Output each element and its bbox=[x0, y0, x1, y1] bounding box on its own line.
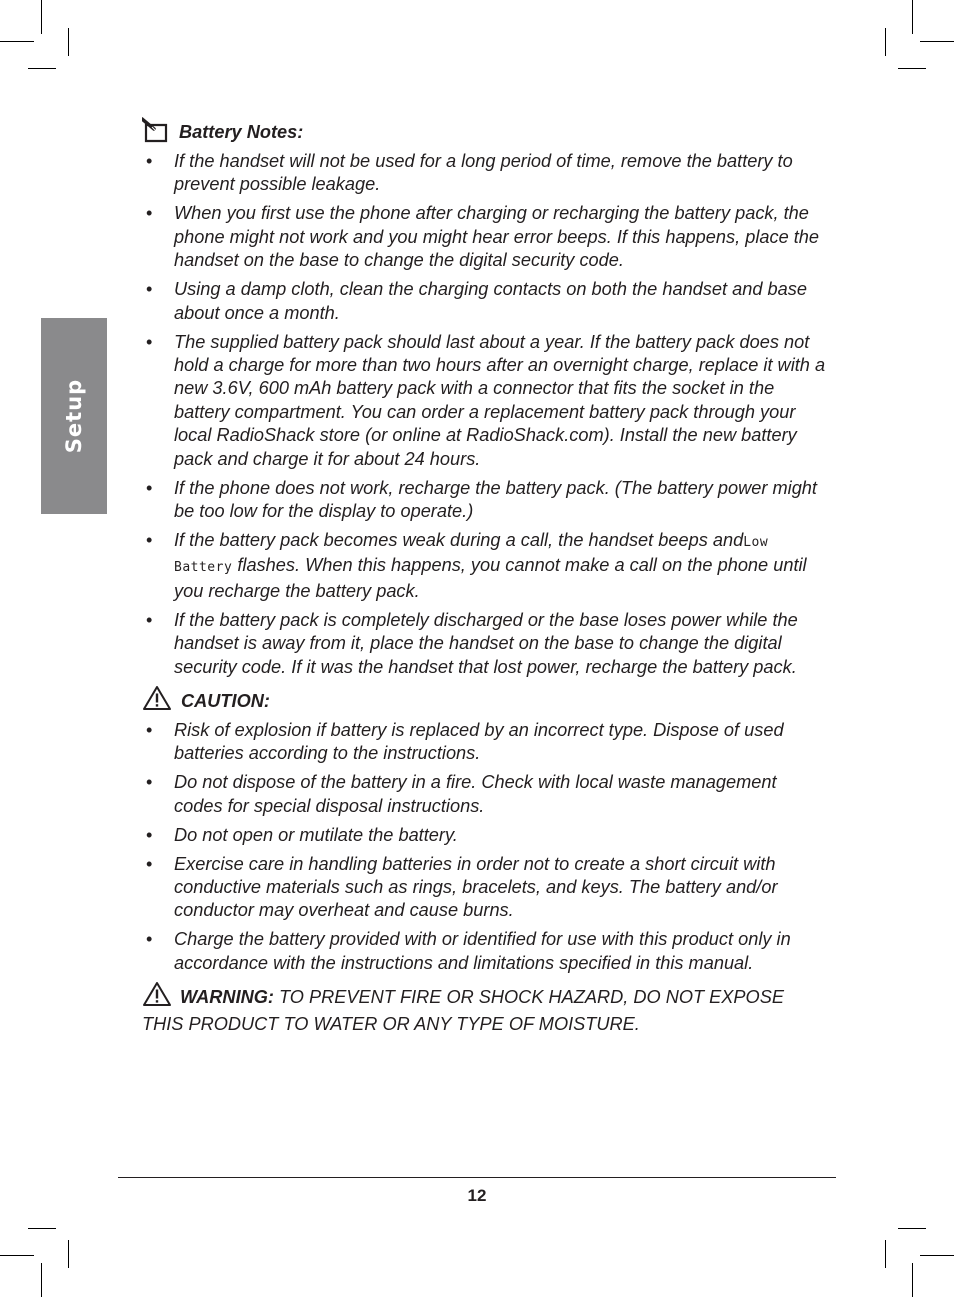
list-item bbox=[142, 278, 830, 325]
bullet: • bbox=[146, 530, 153, 551]
bullet: • bbox=[146, 609, 153, 630]
page-content bbox=[142, 116, 830, 1037]
warning-text: TO PREVENT FIRE OR SHOCK HAZARD, DO NOT EXPOSE THIS PRODUCT TO WATER OR ANY TYPE OF MOISTURE. bbox=[142, 986, 784, 1035]
bullet: • bbox=[146, 772, 153, 793]
crop-mark bbox=[41, 0, 42, 34]
bullet: • bbox=[146, 203, 153, 224]
footer-rule bbox=[118, 1177, 836, 1178]
section-tab bbox=[41, 318, 107, 514]
list-item bbox=[142, 824, 830, 847]
list-item-text: flashes. When this happens, you cannot make a call on the phone until you recharge the battery pack. bbox=[174, 555, 807, 601]
list-item-text: Do not open or mutilate the battery. bbox=[174, 824, 458, 845]
list-item bbox=[142, 202, 830, 272]
crop-mark bbox=[920, 41, 954, 42]
crop-mark bbox=[0, 41, 34, 42]
page-number: 12 bbox=[467, 1186, 487, 1205]
caution-title: CAUTION: bbox=[181, 690, 270, 711]
battery-notes-title: Battery Notes: bbox=[179, 122, 304, 143]
crop-mark bbox=[912, 0, 913, 34]
list-item-text: If the battery pack becomes weak during a call, the handset beeps and bbox=[174, 530, 744, 551]
list-item-text: If the battery pack is completely discharged or the base loses power while the handset is away from it, place the handset on the base to change the digital security code. If it was the handset that lost power, recharge the battery pack. bbox=[174, 609, 798, 677]
list-item-text: If the handset will not be used for a long period of time, remove the battery to prevent possible leakage. bbox=[174, 151, 793, 195]
list-item-text: The supplied battery pack should last about a year. If the battery pack does not hold a charge for more than two hours after an overnight charge, replace it with a new 3.6V, 600 mAh battery pack with a connector that fits the socket in the battery compartment. You can order a replacement battery pack through your local RadioShack store (or online at RadioShack.com). Install the new battery pack and charge it for about 24 hours. bbox=[174, 331, 826, 469]
battery-notes-list bbox=[142, 150, 830, 679]
list-item bbox=[142, 150, 830, 197]
crop-mark bbox=[912, 1263, 913, 1297]
crop-mark bbox=[885, 28, 886, 56]
section-tab-label: Setup bbox=[62, 378, 86, 454]
display-text-low-battery: Low Battery bbox=[174, 535, 769, 576]
crop-mark bbox=[898, 1228, 926, 1229]
crop-mark bbox=[28, 1228, 56, 1229]
list-item-text: When you first use the phone after charging or recharging the battery pack, the phone might not work and you might hear error beeps. If this happens, place the handset on the base to change the digital security code. bbox=[174, 203, 820, 271]
caution-list bbox=[142, 719, 830, 975]
list-item-text: If the phone does not work, recharge the battery pack. (The battery power might be too low for the display to operate.) bbox=[174, 477, 817, 522]
list-item-text: Charge the battery provided with or identified for use with this product only in accordance with the instructions and limitations specified in this manual. bbox=[174, 929, 791, 973]
crop-mark bbox=[898, 68, 926, 69]
list-item bbox=[142, 771, 830, 818]
list-item-text: Exercise care in handling batteries in order not to create a short circuit with conductive materials such as rings, bracelets, and keys. The battery and/or conductor may overheat and cause burns. bbox=[174, 853, 778, 921]
crop-mark bbox=[41, 1263, 42, 1297]
list-item bbox=[142, 331, 830, 471]
warning-title: WARNING: bbox=[180, 986, 274, 1007]
list-item-text: Do not dispose of the battery in a fire. Check with local waste management codes for special disposal instructions. bbox=[174, 772, 777, 816]
crop-mark bbox=[0, 1255, 34, 1256]
list-item bbox=[142, 477, 830, 524]
battery-notes-heading bbox=[142, 116, 830, 150]
bullet: • bbox=[146, 477, 153, 498]
crop-mark bbox=[885, 1240, 886, 1268]
list-item-text: Risk of explosion if battery is replaced by an incorrect type. Dispose of used batteries according to the instructions. bbox=[174, 719, 784, 764]
list-item bbox=[142, 719, 830, 766]
list-item bbox=[142, 529, 830, 603]
list-item bbox=[142, 609, 830, 679]
warning-triangle-icon bbox=[142, 981, 172, 1013]
bullet: • bbox=[146, 151, 153, 171]
list-item bbox=[142, 928, 830, 975]
bullet: • bbox=[146, 279, 153, 300]
bullet: • bbox=[146, 853, 153, 874]
warning-paragraph bbox=[142, 981, 830, 1037]
crop-mark bbox=[28, 68, 56, 69]
crop-mark bbox=[920, 1255, 954, 1256]
bullet: • bbox=[146, 719, 153, 740]
bullet: • bbox=[146, 331, 153, 352]
caution-heading bbox=[142, 685, 830, 719]
bullet: • bbox=[146, 929, 153, 950]
crop-mark bbox=[68, 28, 69, 56]
warning-triangle-icon bbox=[142, 685, 172, 717]
bullet: • bbox=[146, 824, 153, 845]
crop-mark bbox=[68, 1240, 69, 1268]
note-pen-icon bbox=[142, 117, 170, 149]
list-item bbox=[142, 853, 830, 923]
list-item-text: Using a damp cloth, clean the charging contacts on both the handset and base about once a month. bbox=[174, 279, 807, 323]
